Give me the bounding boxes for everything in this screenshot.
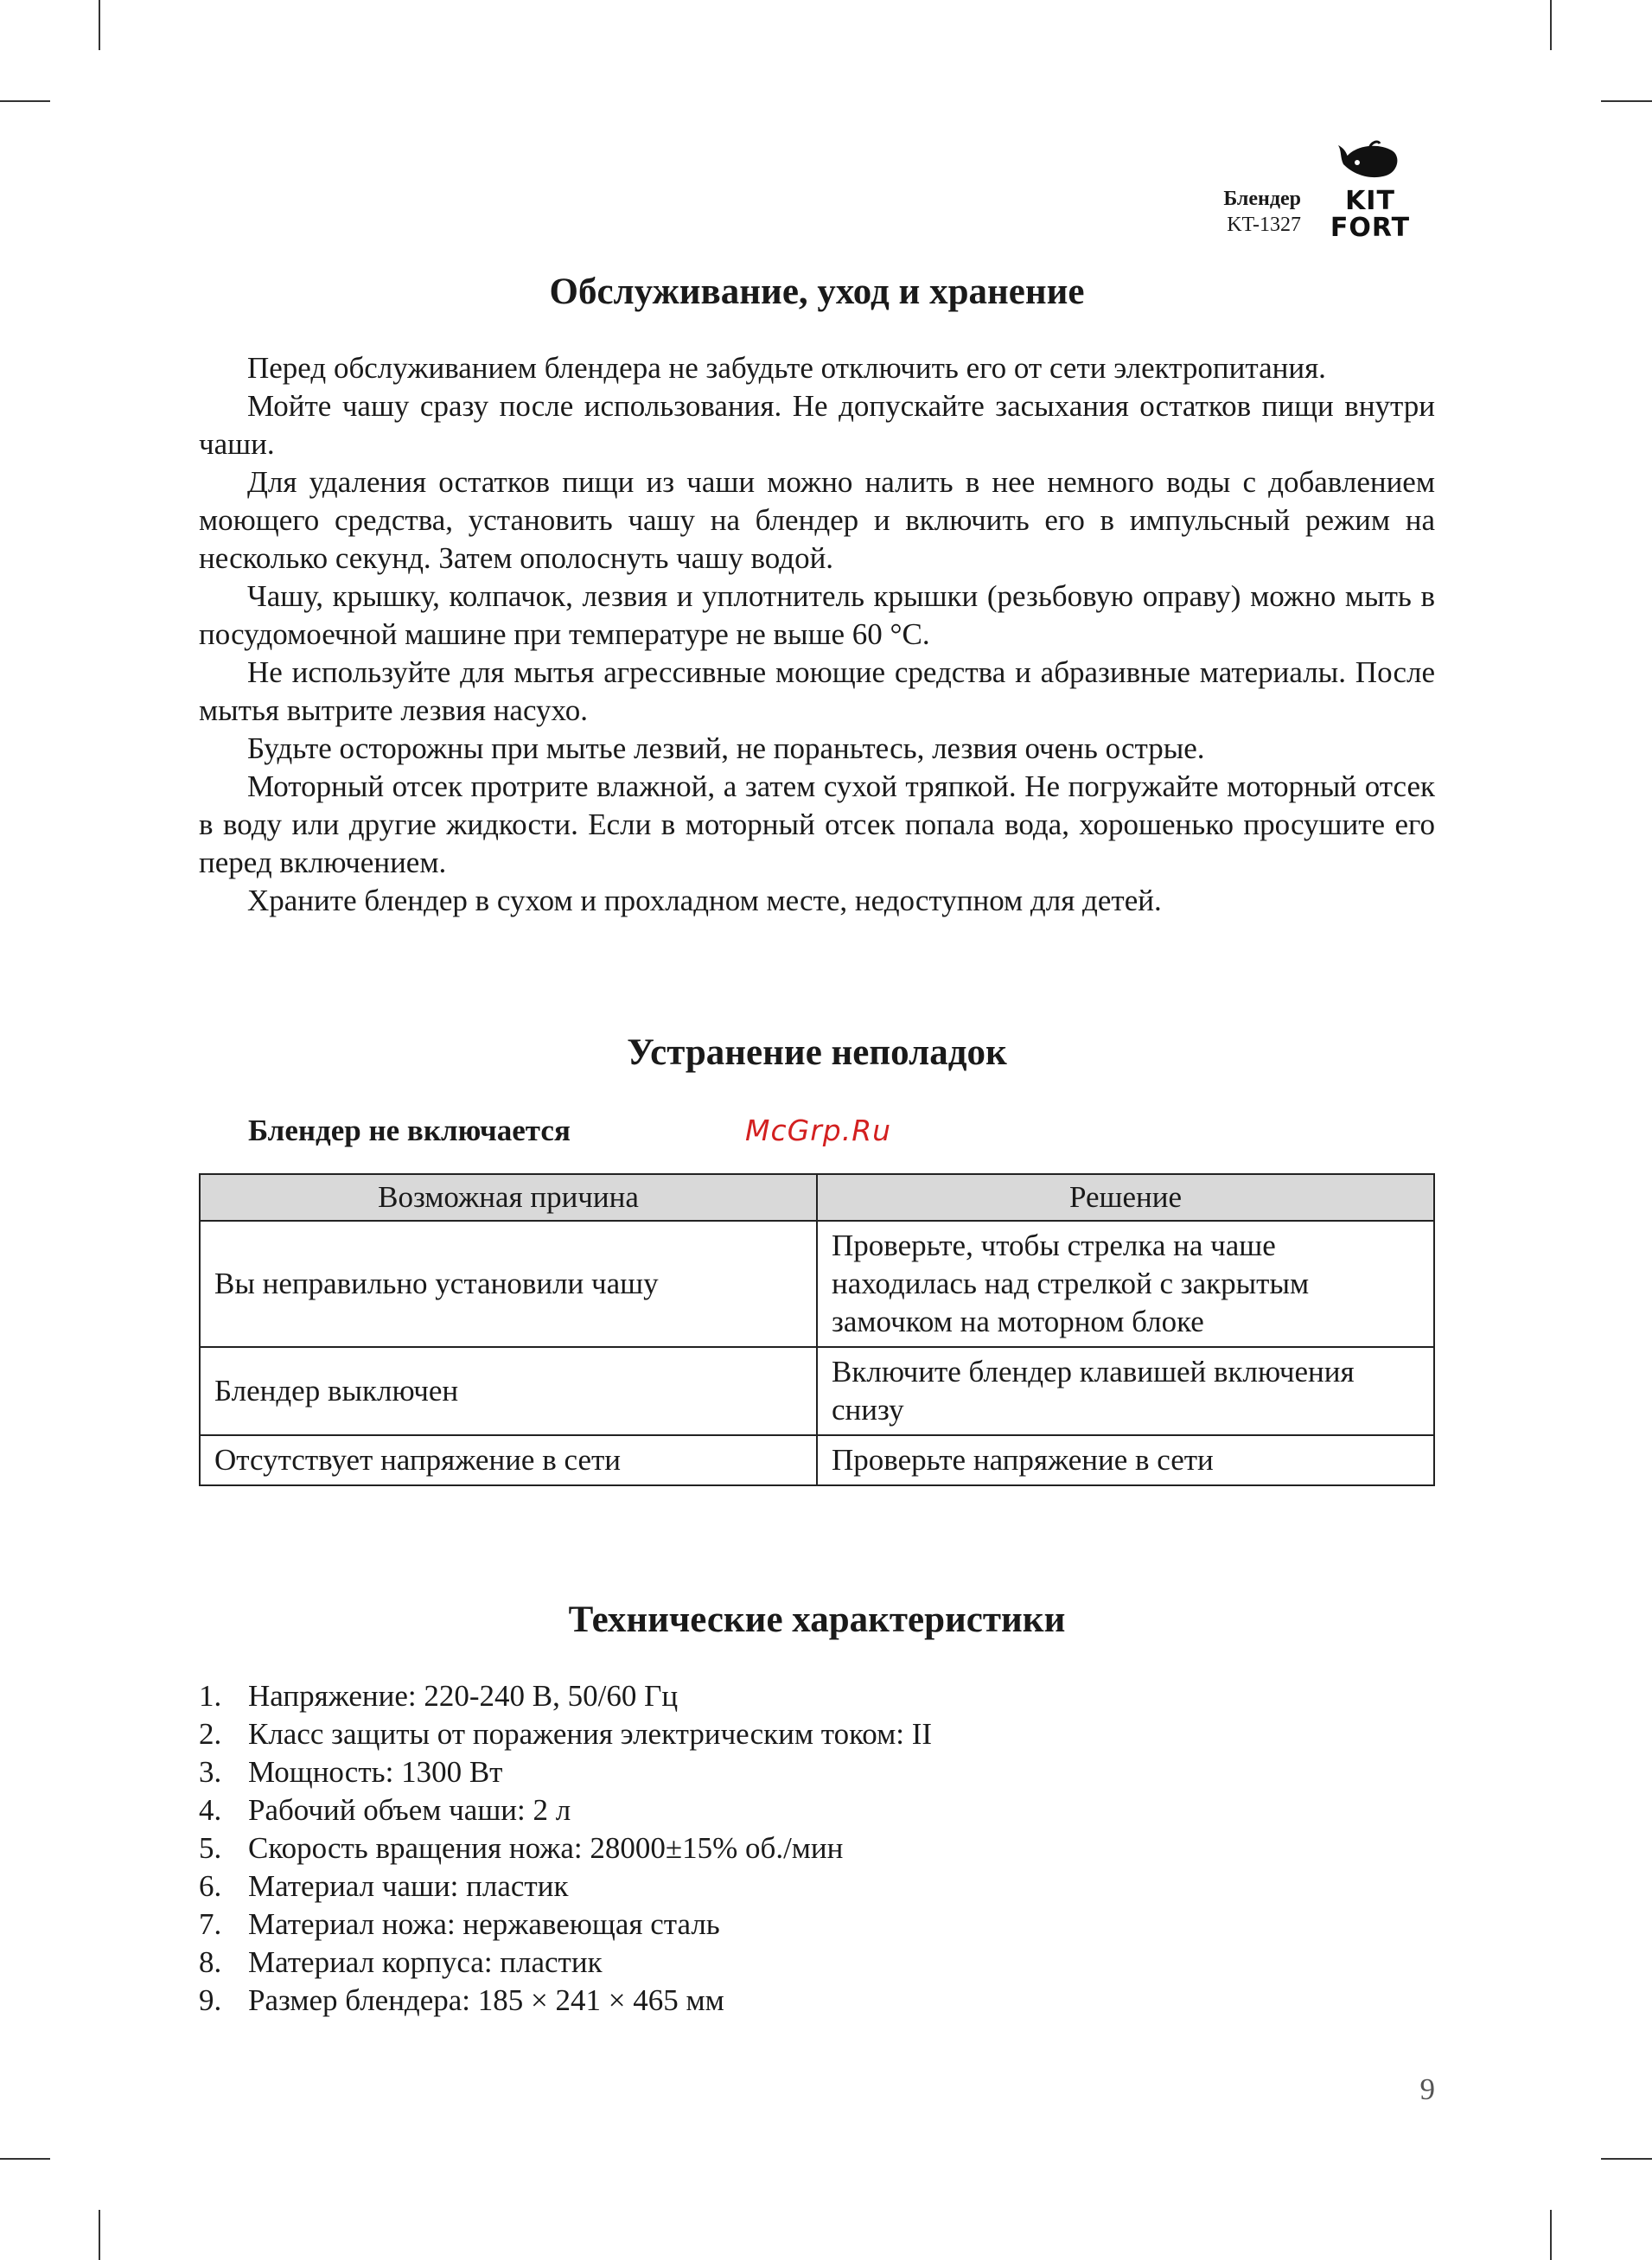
care-paragraph: Моторный отсек протрите влажной, а затем сухой тряпкой. Не погружайте моторный отсек в воду или другие жидкости. Если в моторный отсек попала вода, хорошенько просушите его перед включением. — [199, 769, 1435, 879]
product-name: Блендер — [1223, 188, 1301, 210]
list-item — [199, 1982, 1435, 2020]
list-item — [199, 1791, 1435, 1829]
list-number: 8. — [199, 1945, 222, 1979]
list-number: 3. — [199, 1755, 222, 1789]
list-item — [199, 1715, 1435, 1753]
cause-cell: Отсутствует напряжение в сети — [200, 1435, 817, 1485]
list-number: 5. — [199, 1831, 222, 1865]
solution-cell: Проверьте напряжение в сети — [817, 1435, 1434, 1485]
product-label — [1184, 186, 1301, 238]
care-section-title: Обслуживание, уход и хранение — [549, 271, 1085, 312]
list-item — [199, 1753, 1435, 1791]
solution-cell: Включите блендер клавишей включения снизу — [817, 1347, 1434, 1435]
list-text: Материал корпуса: пластик — [248, 1945, 603, 1979]
list-text: Материал чаши: пластик — [248, 1869, 569, 1903]
brand-text-line2: FORT — [1330, 213, 1411, 243]
crop-mark — [0, 2158, 50, 2160]
crop-mark — [0, 100, 50, 102]
list-item — [199, 1944, 1435, 1982]
list-text: Размер блендера: 185 × 241 × 465 мм — [248, 1983, 724, 2017]
crop-mark — [99, 2210, 100, 2260]
whale-logo-icon — [1338, 138, 1402, 182]
care-paragraph: Мойте чашу сразу после использования. Не допускайте засыхания остатков пищи внутри чаши. — [199, 389, 1435, 461]
problem-heading: Блендер не включается — [248, 1114, 571, 1147]
care-paragraph: Не используйте для мытья агрессивные моющие средства и абразивные материалы. После мытья вытрите лезвия насухо. — [199, 655, 1435, 727]
list-text: Материал ножа: нержавеющая сталь — [248, 1907, 720, 1941]
care-paragraph: Перед обслуживанием блендера не забудьте отключить его от сети электропитания. — [247, 351, 1326, 385]
crop-mark — [1601, 2158, 1652, 2160]
crop-mark — [1601, 100, 1652, 102]
care-paragraph: Чашу, крышку, колпачок, лезвия и уплотнитель крышки (резьбовую оправу) можно мыть в посудомоечной машине при температуре не выше 60 °C. — [199, 579, 1435, 651]
table-row — [200, 1221, 1434, 1347]
cause-cell: Вы неправильно установили чашу — [200, 1221, 817, 1347]
table-row — [200, 1435, 1434, 1485]
cause-cell: Блендер выключен — [200, 1347, 817, 1435]
list-number: 7. — [199, 1907, 222, 1941]
list-text: Скорость вращения ножа: 28000±15% об./мин — [248, 1831, 844, 1865]
page-header — [1184, 138, 1444, 246]
list-number: 1. — [199, 1679, 222, 1713]
table-header-row — [200, 1174, 1434, 1221]
list-text: Рабочий объем чаши: 2 л — [248, 1793, 571, 1827]
solution-cell: Проверьте, чтобы стрелка на чаше находилась над стрелкой с закрытым замочком на моторном блоке — [817, 1221, 1434, 1347]
page-number: 9 — [1419, 2072, 1435, 2106]
list-number: 2. — [199, 1717, 222, 1751]
list-text: Мощность: 1300 Вт — [248, 1755, 503, 1789]
list-number: 4. — [199, 1793, 222, 1827]
brand-logo — [1323, 138, 1435, 246]
list-number: 9. — [199, 1983, 222, 2017]
crop-mark — [1550, 0, 1552, 50]
crop-mark — [1550, 2210, 1552, 2260]
specs-section-title: Технические характеристики — [568, 1599, 1066, 1640]
list-item — [199, 1829, 1435, 1867]
list-item — [199, 1906, 1435, 1944]
care-paragraph: Будьте осторожны при мытье лезвий, не пораньтесь, лезвия очень острые. — [247, 731, 1205, 765]
troubleshooting-section-title: Устранение неполадок — [627, 1032, 1007, 1073]
troubleshooting-table — [199, 1173, 1435, 1486]
column-header-solution: Решение — [817, 1174, 1434, 1221]
care-section-body — [199, 349, 1435, 920]
table-row — [200, 1347, 1434, 1435]
list-item — [199, 1867, 1435, 1906]
care-paragraph: Для удаления остатков пищи из чаши можно налить в нее немного воды с добавлением моющего средства, установить чашу на блендер и включить его в импульсный режим на несколько секунд. Затем ополоснуть чашу водой. — [199, 465, 1435, 575]
list-text: Класс защиты от поражения электрическим током: II — [248, 1717, 933, 1751]
brand-text-line1: KIT — [1345, 186, 1395, 216]
list-number: 6. — [199, 1869, 222, 1903]
watermark: McGrp.Ru — [745, 1114, 892, 1147]
specs-list — [199, 1677, 1435, 2020]
list-text: Напряжение: 220-240 В, 50/60 Гц — [248, 1679, 679, 1713]
care-paragraph: Храните блендер в сухом и прохладном месте, недоступном для детей. — [247, 884, 1162, 917]
product-model: KT-1327 — [1227, 214, 1301, 236]
column-header-cause: Возможная причина — [200, 1174, 817, 1221]
crop-mark — [99, 0, 100, 50]
list-item — [199, 1677, 1435, 1715]
